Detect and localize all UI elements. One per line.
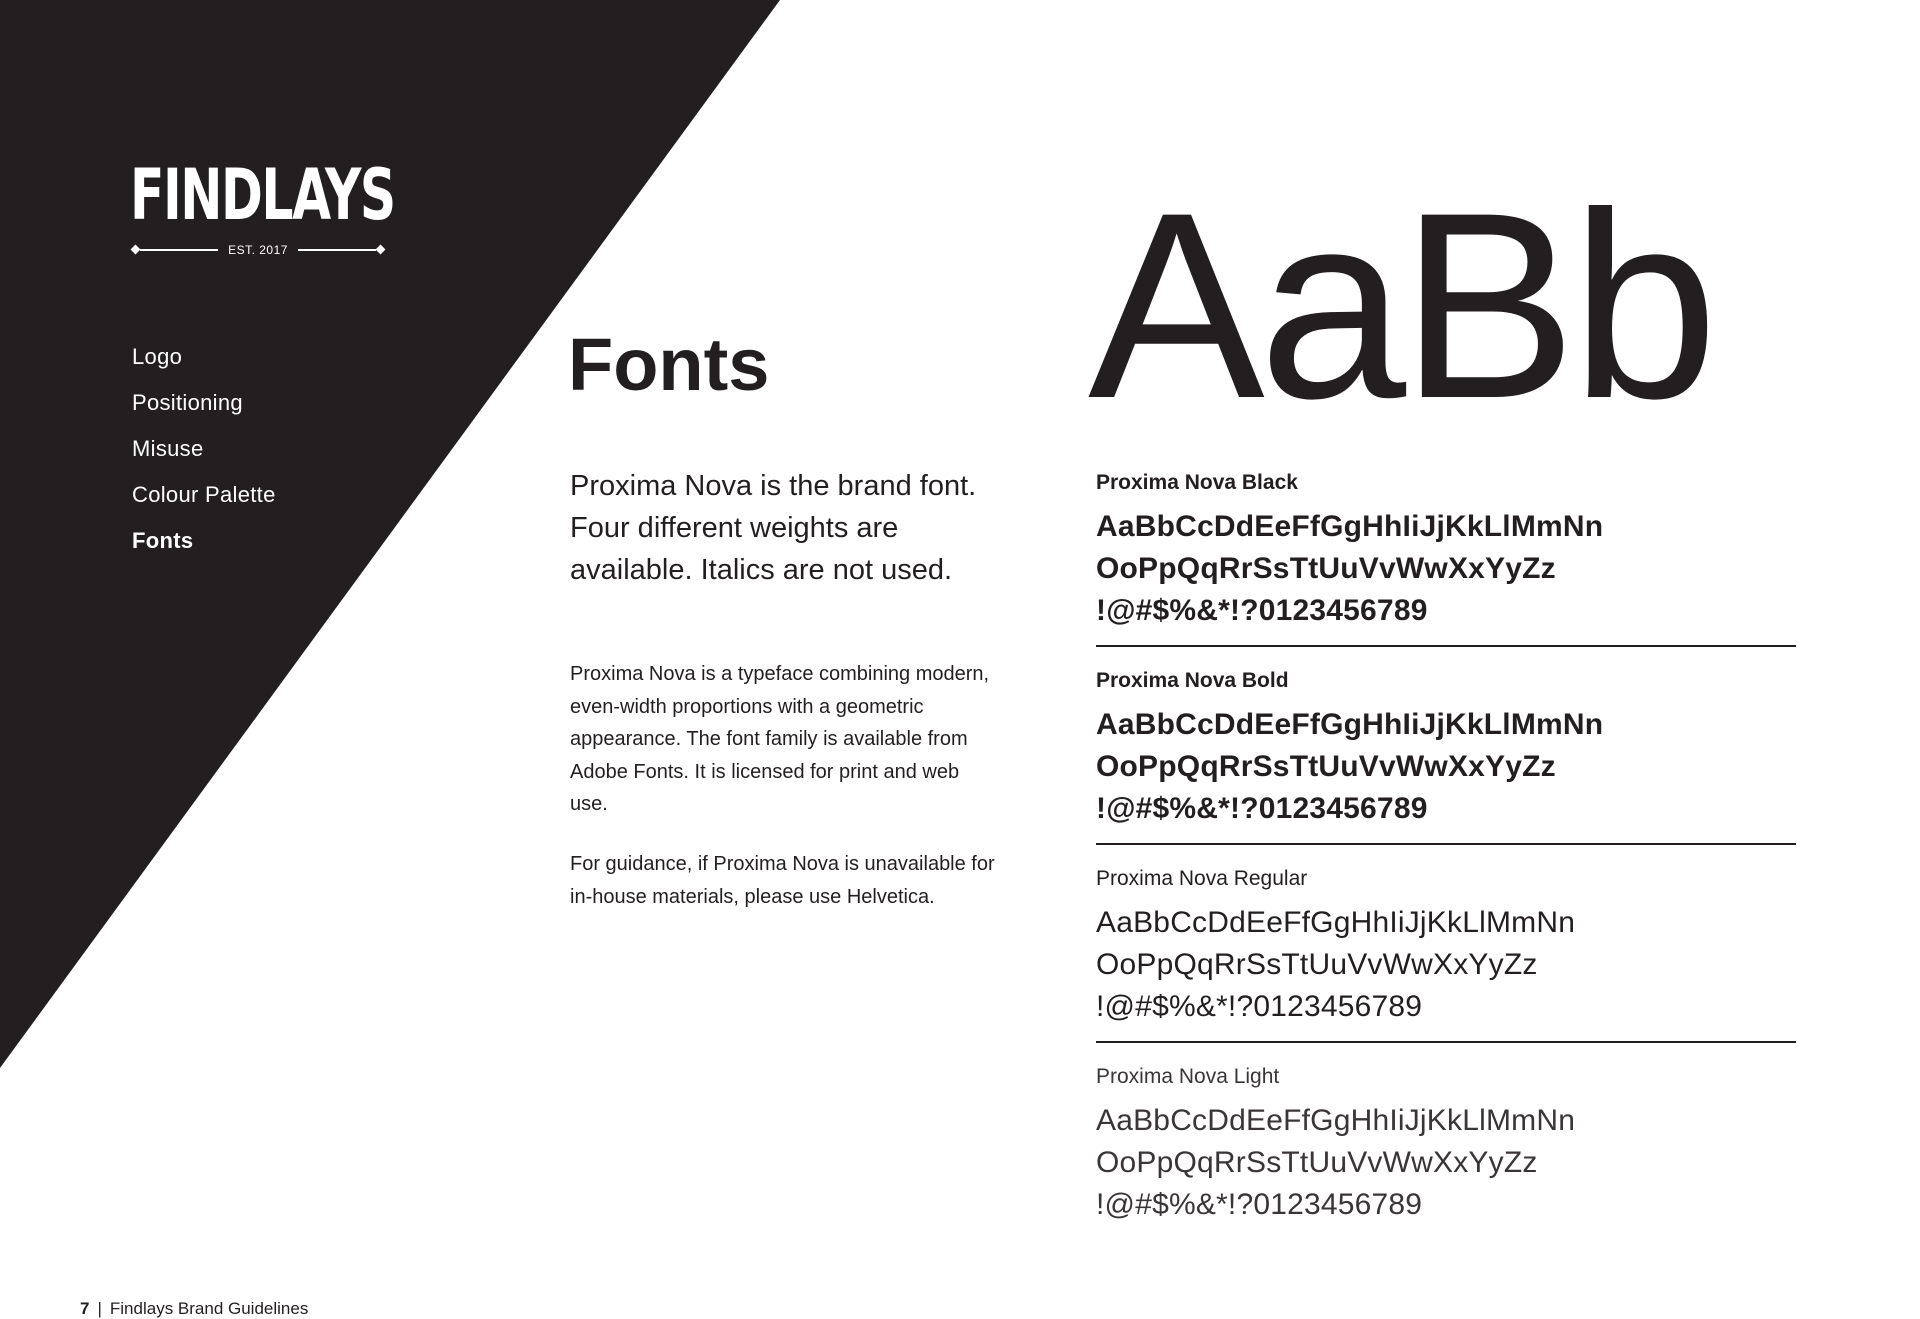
logo-est-line [130, 240, 386, 260]
page-number: 7 [80, 1299, 90, 1318]
section-nav [132, 345, 276, 575]
font-specimen-regular [1096, 866, 1796, 1028]
lead-paragraph: Proxima Nova is the brand font. Four different weights are available. Italics are not used. [570, 470, 977, 586]
nav-item-fonts[interactable]: Fonts [132, 528, 194, 553]
body-paragraph: Proxima Nova is a typeface combining modern, even-width proportions with a geometric appearance. The font family is available from Adobe Fonts. It is licensed for print and web use. [570, 663, 990, 815]
specimen-name: Proxima Nova Regular [1096, 867, 1308, 890]
body-paragraph: For guidance, if Proxima Nova is unavailable for in-house materials, please use Helvetica. [570, 853, 995, 908]
specimen-line: AaBbCcDdEeFfGgHhIiJjKkLlMmNn [1096, 1104, 1576, 1137]
specimen-line: !@#$%&*!?0123456789 [1096, 792, 1428, 825]
nav-item-logo[interactable]: Logo [132, 344, 183, 369]
footer-separator: | [97, 1299, 102, 1318]
specimen-line: OoPpQqRrSsTtUuVvWwXxYyZz [1096, 750, 1556, 783]
specimen-line: AaBbCcDdEeFfGgHhIiJjKkLlMmNn [1096, 906, 1576, 939]
specimen-name: Proxima Nova Light [1096, 1065, 1280, 1088]
specimen-line: !@#$%&*!?0123456789 [1096, 1188, 1423, 1221]
nav-item-colour-palette[interactable]: Colour Palette [132, 482, 276, 507]
specimen-line: AaBbCcDdEeFfGgHhIiJjKkLlMmNn [1096, 510, 1604, 543]
divider [298, 249, 376, 251]
font-specimen-bold [1096, 668, 1796, 830]
specimen-name: Proxima Nova Black [1096, 471, 1298, 494]
font-specimen-light [1096, 1064, 1796, 1226]
findlays-logo [130, 154, 395, 257]
document-title: Findlays Brand Guidelines [109, 1299, 309, 1318]
font-specimen-black [1096, 470, 1796, 632]
type-sample: AaBb [1088, 158, 1713, 454]
page-title: Fonts [568, 323, 770, 406]
page-footer [80, 1300, 308, 1318]
specimen-line: !@#$%&*!?0123456789 [1096, 990, 1423, 1023]
divider [1096, 1041, 1796, 1043]
specimen-line: !@#$%&*!?0123456789 [1096, 594, 1428, 627]
specimen-line: OoPpQqRrSsTtUuVvWwXxYyZz [1096, 1146, 1538, 1179]
specimen-line: OoPpQqRrSsTtUuVvWwXxYyZz [1096, 948, 1538, 981]
divider [1096, 645, 1796, 647]
logo-wordmark: FINDLAYS [130, 154, 395, 236]
specimen-line: AaBbCcDdEeFfGgHhIiJjKkLlMmNn [1096, 708, 1604, 741]
nav-item-misuse[interactable]: Misuse [132, 436, 204, 461]
nav-item-positioning[interactable]: Positioning [132, 390, 243, 415]
logo-est-text: EST. 2017 [228, 243, 288, 257]
divider [1096, 843, 1796, 845]
specimen-name: Proxima Nova Bold [1096, 669, 1289, 692]
specimen-line: OoPpQqRrSsTtUuVvWwXxYyZz [1096, 552, 1556, 585]
